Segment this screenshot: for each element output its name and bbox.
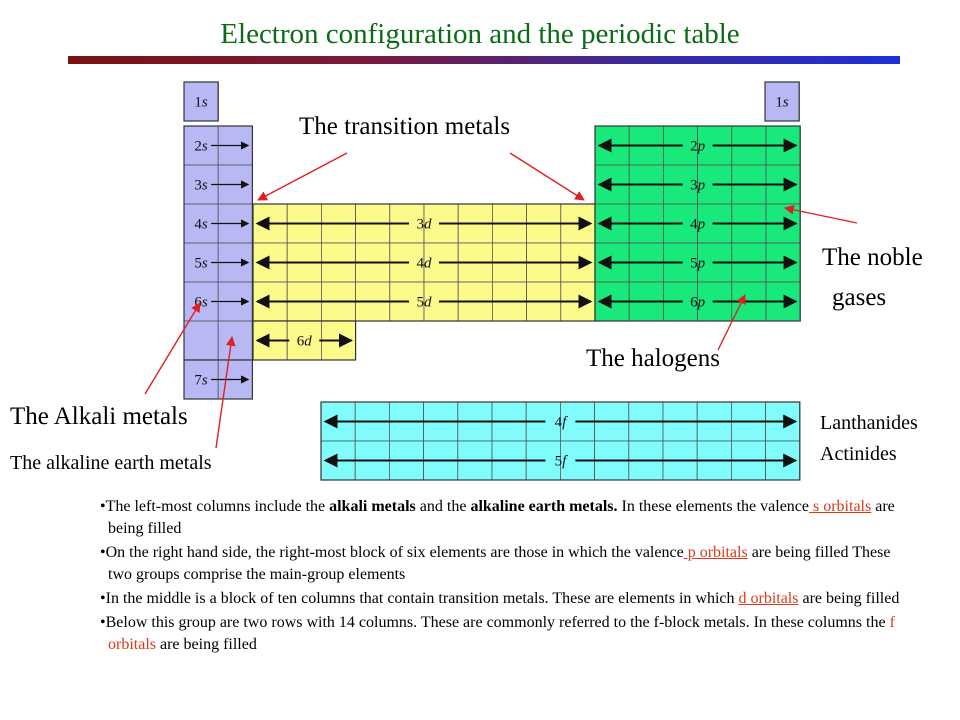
halogens-label: The halogens bbox=[586, 345, 720, 372]
explanation-bullets bbox=[100, 496, 908, 659]
p-row-4p-label: 4p bbox=[690, 216, 706, 233]
d-row-5d-label: 5d bbox=[416, 294, 432, 311]
transition-arrow-right bbox=[510, 153, 584, 200]
f-row-4f-label: 4f bbox=[554, 414, 567, 431]
s-label-3s: 3s bbox=[194, 177, 208, 194]
s-label-5s: 5s bbox=[194, 255, 208, 272]
actinides-label: Actinides bbox=[820, 443, 897, 465]
s-label-2s: 2s bbox=[194, 138, 208, 155]
bullet-d-orbitals: •In the middle is a block of ten columns that contain transition metals. These are elements in which d orbitals are being filled bbox=[100, 590, 900, 608]
p-row-5p-label: 5p bbox=[690, 255, 706, 272]
p-row-2p-label: 2p bbox=[690, 138, 706, 155]
d-row-4d-label: 4d bbox=[416, 255, 432, 272]
s-label-1s: 1s bbox=[194, 94, 208, 111]
d-row-6d-label: 6d bbox=[296, 333, 312, 350]
transition-metals-label: The transition metals bbox=[299, 113, 511, 140]
transition-arrow-left bbox=[258, 153, 347, 200]
p-row-6p-label: 6p bbox=[690, 294, 706, 311]
bullet-s-orbitals: •The left-most columns include the alkali metals and the alkaline earth metals. In these elements the valence s orbitals are being filled bbox=[100, 498, 895, 538]
d-orbitals-link[interactable]: d orbitals bbox=[738, 590, 799, 608]
page-title: Electron configuration and the periodic table bbox=[220, 18, 740, 50]
bullet-p-orbitals: •On the right hand side, the right-most block of six elements are those in which the valence p orbitals are being filled These two groups comprise the main-group elements bbox=[100, 544, 891, 584]
noble-gases-label-line1: The noble bbox=[822, 244, 923, 271]
p-orbitals-link[interactable]: p orbitals bbox=[683, 544, 748, 562]
s-label-4s: 4s bbox=[194, 216, 208, 233]
d-row-3d-label: 3d bbox=[416, 216, 432, 233]
noble-gases-label-line2: gases bbox=[832, 284, 887, 311]
s-right-label: 1s bbox=[775, 94, 789, 111]
f-orbitals-text: f orbitals bbox=[108, 614, 895, 654]
s-orbitals-link[interactable]: s orbitals bbox=[809, 498, 872, 515]
s-label-7s: 7s bbox=[194, 372, 208, 389]
s-block bbox=[184, 126, 252, 360]
bullet-f-orbitals: •Below this group are two rows with 14 columns. These are commonly referred to the f-block metals. In these columns the f orbitals are being filled bbox=[100, 614, 895, 654]
s-label-6s: 6s bbox=[194, 294, 208, 311]
f-row-5f-label: 5f bbox=[554, 453, 567, 470]
p-row-3p-label: 3p bbox=[690, 177, 706, 194]
lanthanides-label: Lanthanides bbox=[820, 412, 918, 434]
alkali-metals-label: The Alkali metals bbox=[10, 403, 188, 430]
alkaline-earth-label: The alkaline earth metals bbox=[10, 452, 212, 474]
